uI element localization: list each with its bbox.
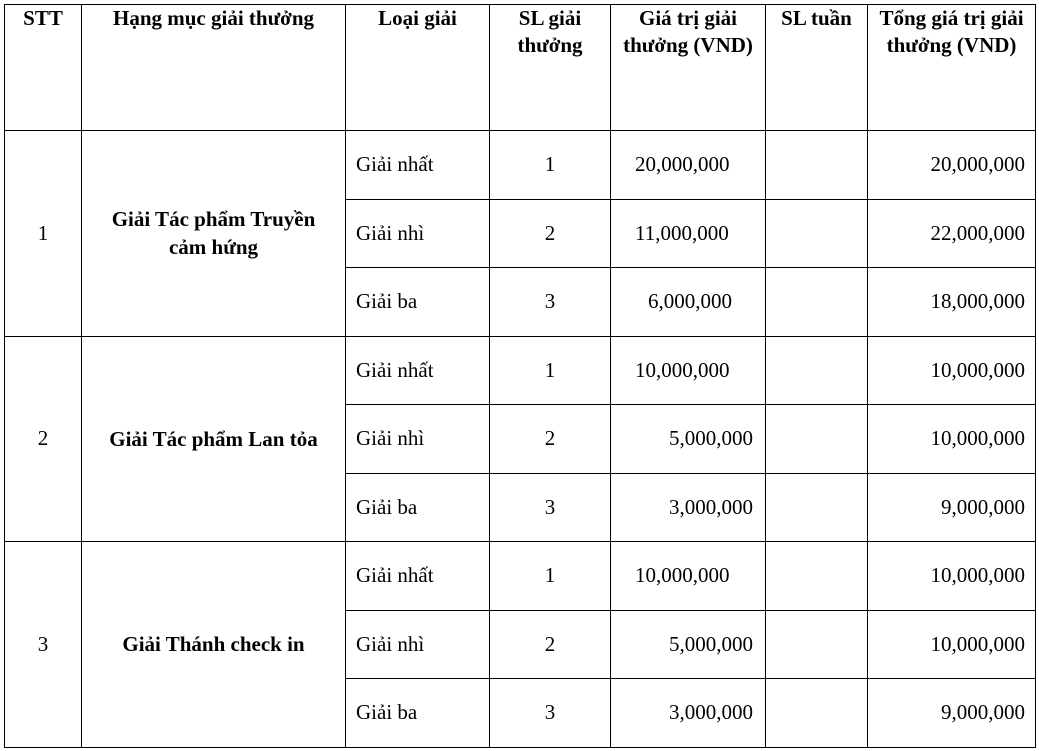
cell-type: Giải nhì <box>346 199 490 268</box>
cell-value: 5,000,000 <box>611 405 766 474</box>
cell-qty: 1 <box>490 336 611 405</box>
cell-weeks <box>766 473 868 542</box>
cell-total: 20,000,000 <box>868 131 1036 200</box>
header-qty: SL giải thưởng <box>490 5 611 131</box>
cell-qty: 3 <box>490 679 611 748</box>
cell-value: 3,000,000 <box>611 679 766 748</box>
cell-qty: 2 <box>490 610 611 679</box>
cell-total: 18,000,000 <box>868 268 1036 337</box>
cell-qty: 1 <box>490 542 611 611</box>
cell-type: Giải nhì <box>346 610 490 679</box>
table-row <box>5 542 1036 611</box>
header-row <box>5 5 1036 131</box>
cell-weeks <box>766 131 868 200</box>
cell-weeks <box>766 679 868 748</box>
cell-type: Giải nhì <box>346 405 490 474</box>
cell-type: Giải ba <box>346 473 490 542</box>
cell-total: 9,000,000 <box>868 679 1036 748</box>
table-row <box>5 336 1036 405</box>
cell-total: 10,000,000 <box>868 610 1036 679</box>
cell-stt: 3 <box>5 542 82 748</box>
cell-total: 10,000,000 <box>868 336 1036 405</box>
cell-category: Giải Thánh check in <box>82 542 346 748</box>
cell-total: 22,000,000 <box>868 199 1036 268</box>
cell-value: 10,000,000 <box>611 336 766 405</box>
cell-category: Giải Tác phẩm Truyền cảm hứng <box>82 131 346 337</box>
cell-total: 10,000,000 <box>868 405 1036 474</box>
cell-value: 11,000,000 <box>611 199 766 268</box>
header-weeks: SL tuần <box>766 5 868 131</box>
cell-type: Giải nhất <box>346 131 490 200</box>
cell-type: Giải nhất <box>346 336 490 405</box>
cell-weeks <box>766 542 868 611</box>
cell-weeks <box>766 405 868 474</box>
cell-type: Giải ba <box>346 679 490 748</box>
header-category: Hạng mục giải thưởng <box>82 5 346 131</box>
cell-value: 10,000,000 <box>611 542 766 611</box>
cell-qty: 2 <box>490 199 611 268</box>
table-row <box>5 131 1036 200</box>
cell-total: 10,000,000 <box>868 542 1036 611</box>
header-total: Tổng giá trị giải thưởng (VND) <box>868 5 1036 131</box>
cell-qty: 3 <box>490 268 611 337</box>
cell-stt: 2 <box>5 336 82 542</box>
cell-qty: 1 <box>490 131 611 200</box>
cell-type: Giải ba <box>346 268 490 337</box>
cell-value: 5,000,000 <box>611 610 766 679</box>
cell-weeks <box>766 336 868 405</box>
header-type: Loại giải <box>346 5 490 131</box>
cell-weeks <box>766 268 868 337</box>
cell-stt: 1 <box>5 131 82 337</box>
prize-table <box>4 4 1036 748</box>
cell-total: 9,000,000 <box>868 473 1036 542</box>
cell-value: 6,000,000 <box>611 268 766 337</box>
header-value: Giá trị giải thưởng (VND) <box>611 5 766 131</box>
cell-qty: 2 <box>490 405 611 474</box>
cell-category: Giải Tác phẩm Lan tỏa <box>82 336 346 542</box>
cell-qty: 3 <box>490 473 611 542</box>
cell-type: Giải nhất <box>346 542 490 611</box>
cell-value: 20,000,000 <box>611 131 766 200</box>
cell-weeks <box>766 199 868 268</box>
header-stt: STT <box>5 5 82 131</box>
cell-weeks <box>766 610 868 679</box>
cell-value: 3,000,000 <box>611 473 766 542</box>
